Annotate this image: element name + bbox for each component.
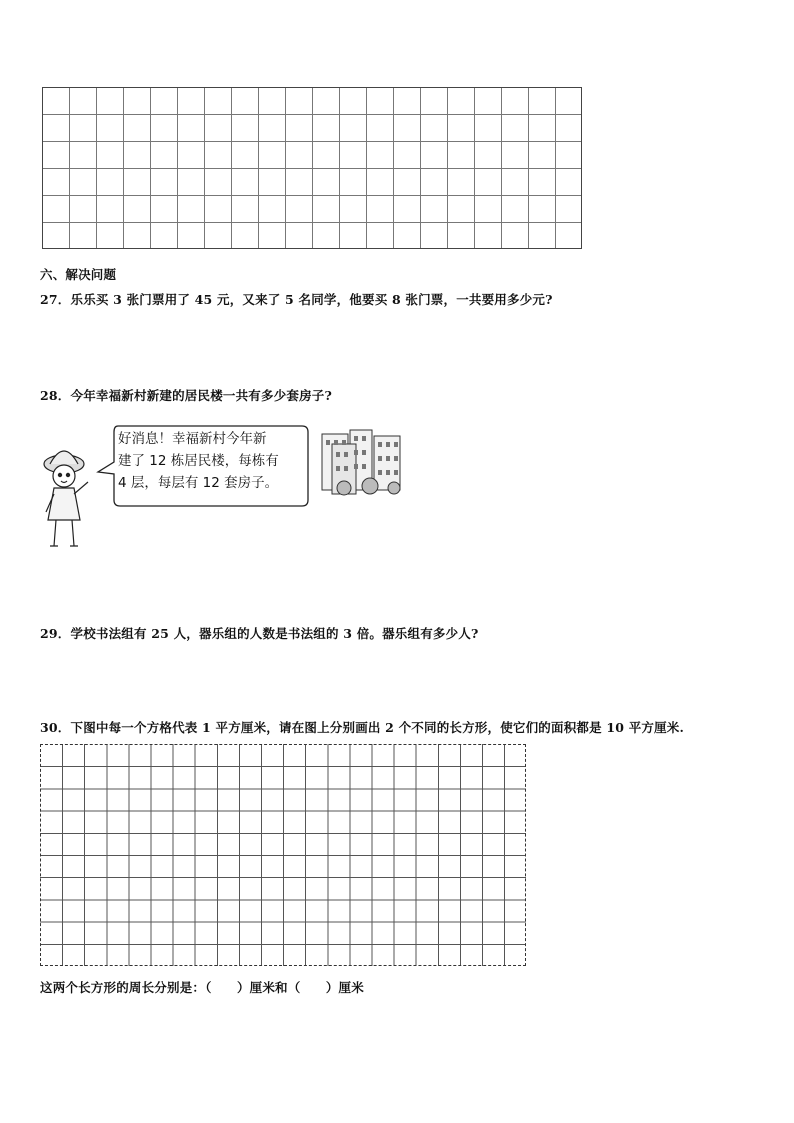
- writing-grid: [42, 87, 582, 249]
- question-28: 28．今年幸福新村新建的居民楼一共有多少套房子?: [40, 388, 333, 403]
- boy-illustration: [44, 451, 88, 546]
- answer-line: 这两个长方形的周长分别是：（ ）厘米和（ ）厘米: [40, 980, 364, 995]
- section-heading: 六、解决问题: [40, 267, 117, 282]
- question-30: 30．下图中每一个方格代表 1 平方厘米，请在图上分别画出 2 个不同的长方形，使它们的面积都是 10 平方厘米.: [40, 720, 685, 735]
- question-27: 27．乐乐买 3 张门票用了 45 元，又来了 5 名同学，他要买 8 张门票，一共要用多少元?: [40, 292, 553, 307]
- bubble-line-2: 建了 12 栋居民楼，每栋有: [118, 453, 279, 469]
- buildings-illustration: [322, 430, 400, 495]
- question-29: 29．学校书法组有 25 人，器乐组的人数是书法组的 3 倍。器乐组有多少人?: [40, 626, 479, 641]
- square-grid: [40, 744, 526, 966]
- speech-bubble-text: [112, 424, 308, 500]
- bubble-line-1: 好消息！幸福新村今年新: [118, 431, 267, 447]
- bubble-line-3: 4 层，每层有 12 套房子。: [118, 475, 279, 491]
